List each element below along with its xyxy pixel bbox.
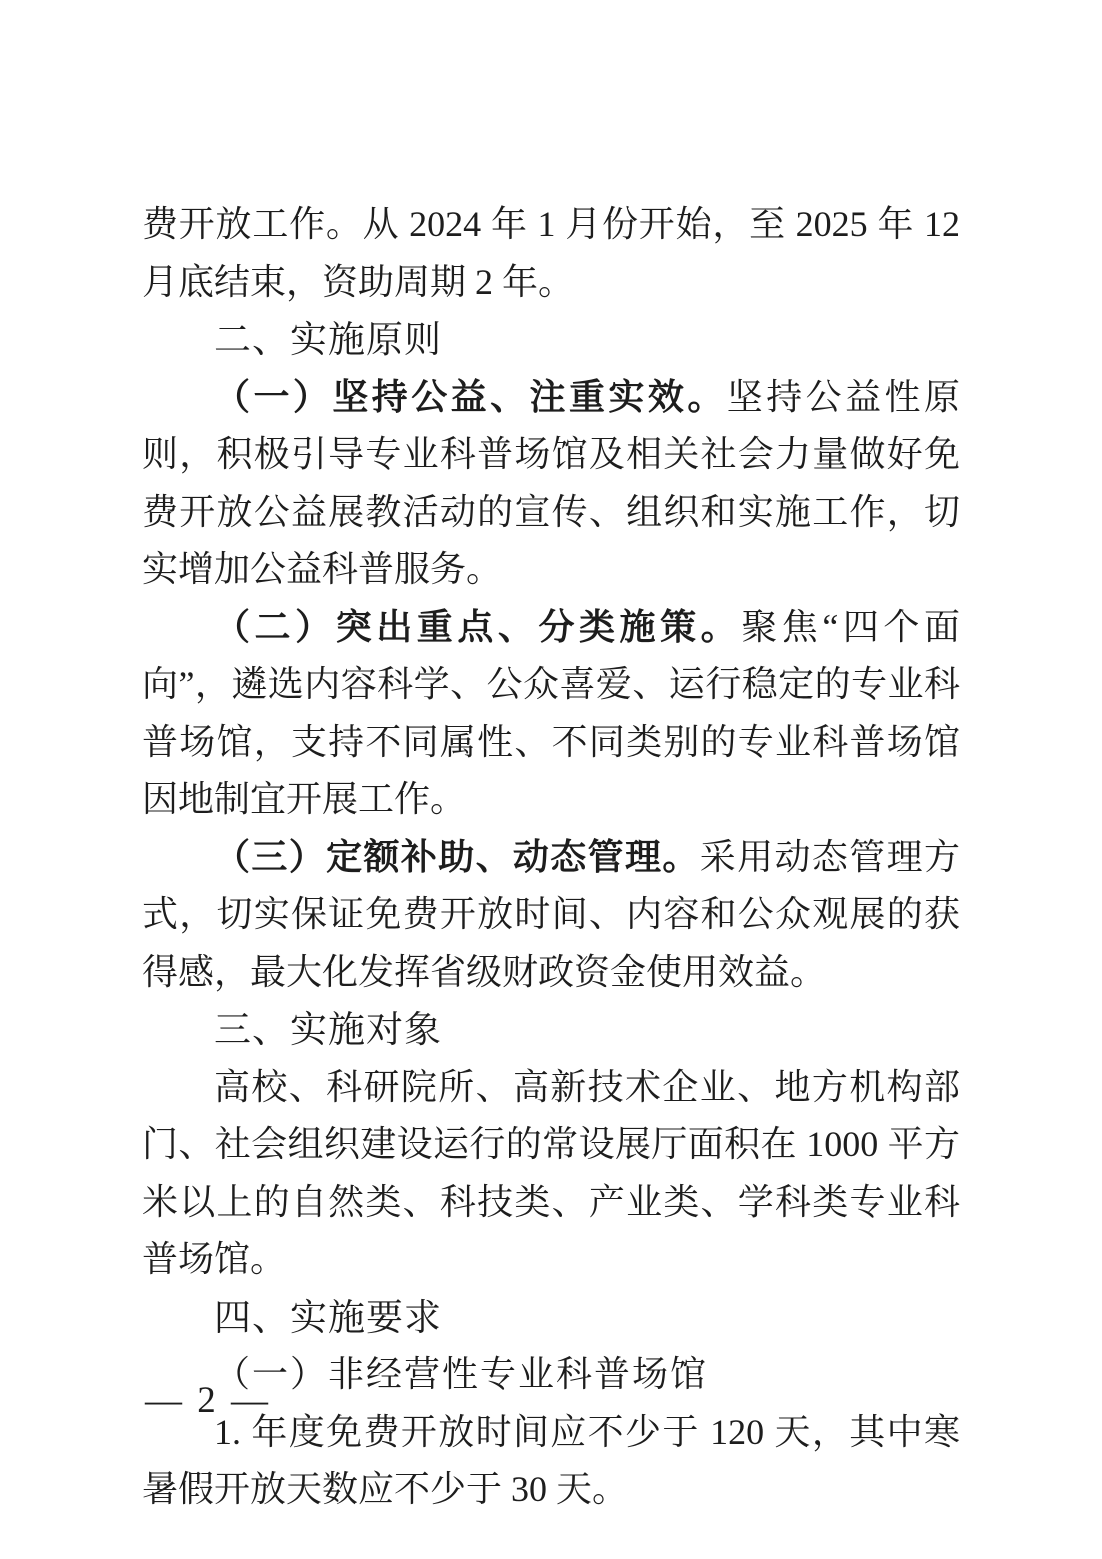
paragraph-continuation: 费开放工作。从 2024 年 1 月份开始，至 2025 年 12 月底结束，资助周期 2 年。 xyxy=(142,204,960,302)
section-heading-implementation-requirements: 四、实施要求 xyxy=(214,1296,442,1338)
paragraph-targets: 高校、科研院所、高新技术企业、地方机构部门、社会组织建设运行的常设展厅面积在 1000 平方米以上的自然类、科技类、产业类、学科类专业科普场馆。 xyxy=(142,1066,960,1279)
numbered-item-1 xyxy=(142,369,960,599)
section-heading-implementation-principles: 二、实施原则 xyxy=(214,319,442,360)
item-1-lead: （一）坚持公益、注重实效。 xyxy=(214,376,727,417)
paragraph-requirement-1: 1. 年度免费开放时间应不少于 120 天，其中寒暑假开放天数应不少于 30 天。 xyxy=(142,1411,960,1509)
numbered-item-2 xyxy=(142,599,960,829)
document-body xyxy=(142,196,960,1519)
item-2-lead: （二）突出重点、分类施策。 xyxy=(214,606,742,647)
numbered-item-3 xyxy=(142,829,960,1002)
page-number: — 2 — xyxy=(145,1380,271,1421)
sub-heading-non-commercial-venues: （一）非经营性专业科普场馆 xyxy=(214,1354,709,1394)
section-heading-implementation-targets: 三、实施对象 xyxy=(214,1009,442,1050)
item-2-text: 聚焦“四个面向”，遴选内容科学、公众喜爱、运行稳定的专业科普场馆，支持不同属性、不同类别的专业科普场馆因地制宜开展工作。 xyxy=(142,606,960,819)
item-3-lead: （三）定额补助、动态管理。 xyxy=(214,836,700,877)
item-3-text: 采用动态管理方式，切实保证免费开放时间、内容和公众观展的获得感，最大化发挥省级财政资金使用效益。 xyxy=(142,836,960,992)
item-1-text: 坚持公益性原则，积极引导专业科普场馆及相关社会力量做好免费开放公益展教活动的宣传、组织和实施工作，切实增加公益科普服务。 xyxy=(142,376,960,589)
